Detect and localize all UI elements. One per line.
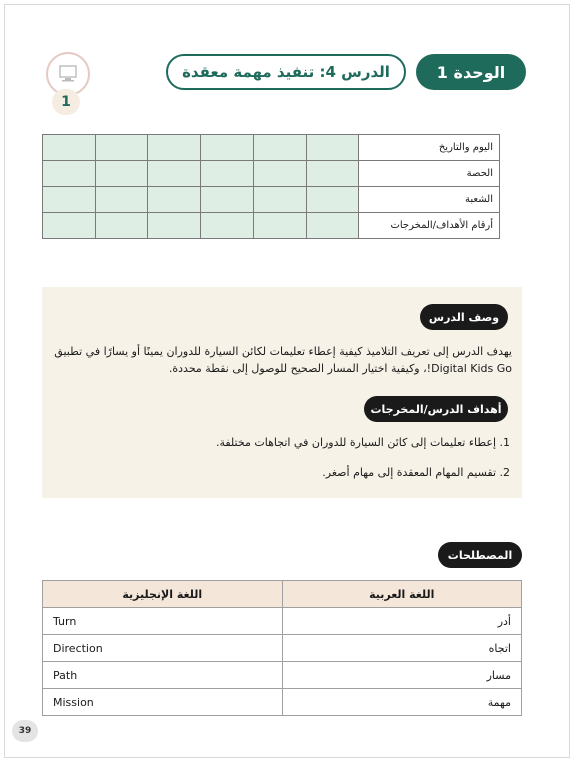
input-cell[interactable]	[148, 135, 201, 161]
input-cell[interactable]	[148, 213, 201, 239]
page-number: 39	[12, 720, 38, 742]
term-arabic: اتجاه	[282, 635, 522, 662]
row-label: اليوم والتاريخ	[359, 135, 500, 161]
term-arabic: مهمة	[282, 689, 522, 716]
description-heading: وصف الدرس	[420, 304, 508, 330]
term-english: Mission	[43, 689, 283, 716]
input-cell[interactable]	[95, 135, 148, 161]
table-header-row	[43, 581, 522, 608]
input-cell[interactable]	[306, 187, 359, 213]
row-label: أرقام الأهداف/المخرجات	[359, 213, 500, 239]
input-cell[interactable]	[148, 161, 201, 187]
unit-label: الوحدة 1	[416, 54, 526, 90]
table-row	[43, 135, 500, 161]
input-cell[interactable]	[43, 161, 96, 187]
goal-item: 1. إعطاء تعليمات إلى كائن السيارة للدوران في اتجاهات مختلفة.	[215, 436, 510, 449]
input-cell[interactable]	[201, 187, 254, 213]
input-cell[interactable]	[306, 161, 359, 187]
input-cell[interactable]	[201, 135, 254, 161]
input-cell[interactable]	[201, 213, 254, 239]
table-row	[43, 213, 500, 239]
table-row	[43, 635, 522, 662]
input-cell[interactable]	[95, 187, 148, 213]
row-label: الحصة	[359, 161, 500, 187]
input-cell[interactable]	[306, 135, 359, 161]
lesson-number-badge: 1	[52, 89, 80, 115]
terms-table	[42, 580, 522, 716]
table-row	[43, 161, 500, 187]
term-arabic: مسار	[282, 662, 522, 689]
input-cell[interactable]	[253, 213, 306, 239]
goals-heading: أهداف الدرس/المخرجات	[364, 396, 508, 422]
row-label: الشعبة	[359, 187, 500, 213]
table-row	[43, 608, 522, 635]
input-cell[interactable]	[43, 135, 96, 161]
goal-item: 2. تقسيم المهام المعقدة إلى مهام أصغر.	[322, 466, 510, 479]
input-cell[interactable]	[201, 161, 254, 187]
lesson-description-box	[42, 287, 522, 498]
input-cell[interactable]	[95, 161, 148, 187]
input-cell[interactable]	[253, 135, 306, 161]
input-cell[interactable]	[43, 187, 96, 213]
input-cell[interactable]	[95, 213, 148, 239]
term-english: Direction	[43, 635, 283, 662]
lesson-title: الدرس 4: تنفيذ مهمة معقدة	[166, 54, 406, 90]
input-cell[interactable]	[253, 187, 306, 213]
column-header-arabic: اللغة العربية	[282, 581, 522, 608]
table-row	[43, 662, 522, 689]
description-line-2: Digital Kids Go!، وكيفية اختيار المسار الصحيح للوصول إلى نقطة محددة.	[168, 362, 512, 375]
column-header-english: اللغة الإنجليزية	[43, 581, 283, 608]
input-cell[interactable]	[43, 213, 96, 239]
table-row	[43, 187, 500, 213]
input-cell[interactable]	[253, 161, 306, 187]
terms-heading: المصطلحات	[438, 542, 522, 568]
input-cell[interactable]	[148, 187, 201, 213]
term-english: Path	[43, 662, 283, 689]
info-table	[42, 134, 500, 239]
term-arabic: أدر	[282, 608, 522, 635]
term-english: Turn	[43, 608, 283, 635]
description-line-1: يهدف الدرس إلى تعريف التلاميذ كيفية إعطاء تعليمات لكائن السيارة للدوران يمينًا أو يسارًا في تطبيق	[54, 345, 512, 358]
input-cell[interactable]	[306, 213, 359, 239]
table-row	[43, 689, 522, 716]
